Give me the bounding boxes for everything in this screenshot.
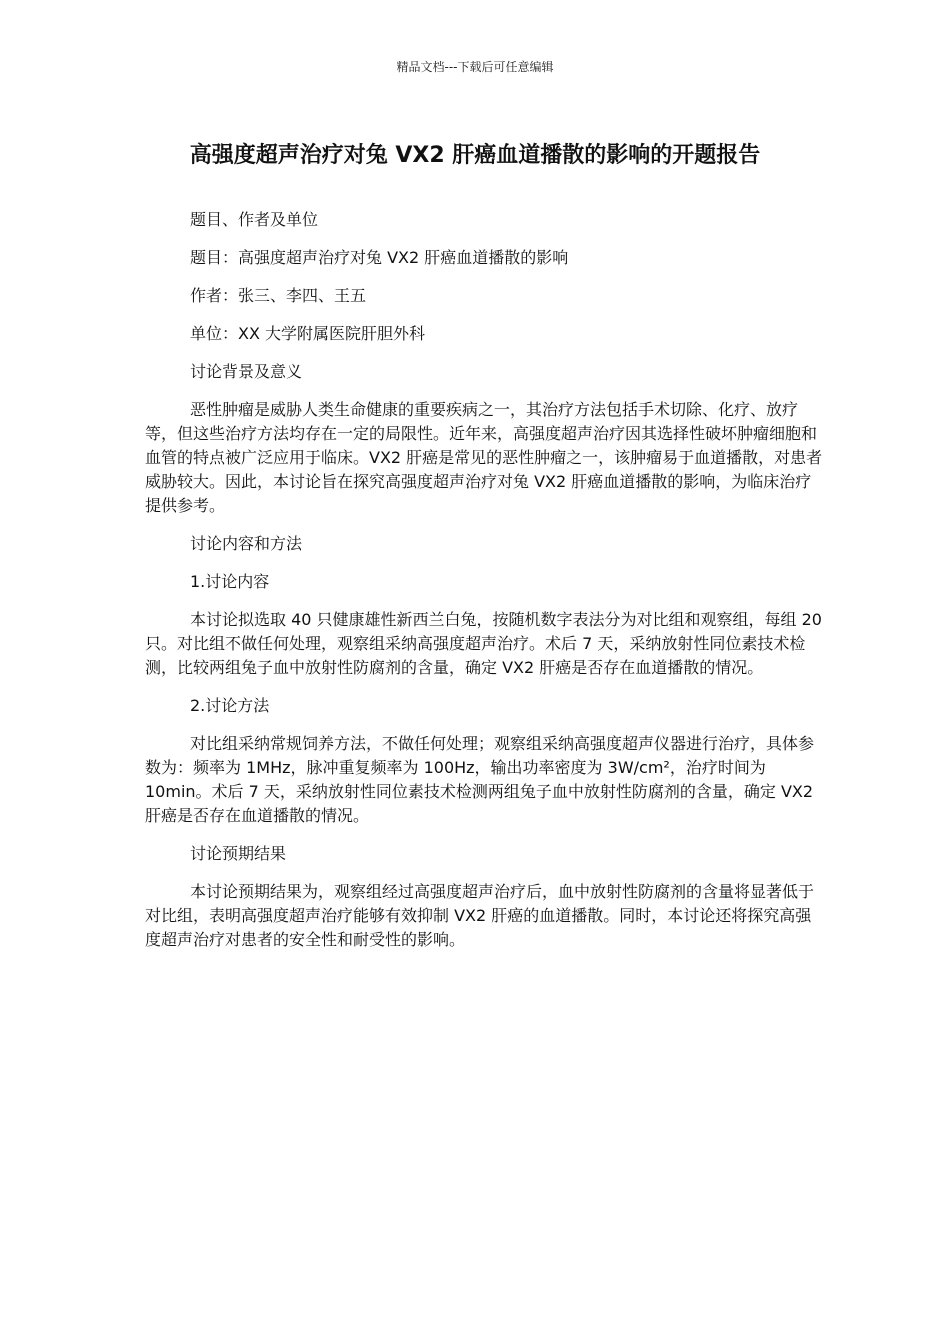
topic-line: 题目：高强度超声治疗对兔 VX2 肝癌血道播散的影响 xyxy=(190,248,569,267)
section-heading-background: 讨论背景及意义 xyxy=(190,362,303,381)
document-body xyxy=(145,208,825,966)
background-paragraph: 恶性肿瘤是威胁人类生命健康的重要疾病之一，其治疗方法包括手术切除、化疗、放疗等，但这些治疗方法均存在一定的局限性。近年来，高强度超声治疗因其选择性破坏肿瘤细胞和血管的特点被广泛应用于临床。VX2 肝癌是常见的恶性肿瘤之一，该肿瘤易于血道播散，对患者威胁较大。因此，本讨论旨在探究高强度超声治疗对兔 VX2 肝癌血道播散的影响，为临床治疗提供参考。 xyxy=(145,400,823,515)
authors-line: 作者：张三、李四、王五 xyxy=(190,286,367,305)
subheading-content: 1.讨论内容 xyxy=(190,572,270,591)
results-paragraph: 本讨论预期结果为，观察组经过高强度超声治疗后，血中放射性防腐剂的含量将显著低于对比组，表明高强度超声治疗能够有效抑制 VX2 肝癌的血道播散。同时，本讨论还将探究高强度超声治疗对患者的安全性和耐受性的影响。 xyxy=(145,882,815,949)
section-heading-results: 讨论预期结果 xyxy=(190,844,287,863)
header-note: 精品文档---下载后可任意编辑 xyxy=(396,60,554,74)
content-paragraph: 本讨论拟选取 40 只健康雄性新西兰白兔，按随机数字表法分为对比组和观察组，每组 20 只。对比组不做任何处理，观察组采纳高强度超声治疗。术后 7 天，采纳放射性同位素技术检测，比较两组兔子血中放射性防腐剂的含量，确定 VX2 肝癌是否存在血道播散的情况。 xyxy=(145,610,822,677)
document-title: 高强度超声治疗对兔 VX2 肝癌血道播散的影响的开题报告 xyxy=(189,143,761,168)
unit-line: 单位：XX 大学附属医院肝胆外科 xyxy=(190,324,426,343)
subheading-method: 2.讨论方法 xyxy=(190,696,270,715)
section-heading-methods: 讨论内容和方法 xyxy=(190,534,303,553)
section-heading-authors: 题目、作者及单位 xyxy=(190,210,319,229)
method-paragraph: 对比组采纳常规饲养方法，不做任何处理；观察组采纳高强度超声仪器进行治疗，具体参数为：频率为 1MHz，脉冲重复频率为 100Hz，输出功率密度为 3W/cm²，治疗时间为 10min。术后 7 天，采纳放射性同位素技术检测两组兔子血中放射性防腐剂的含量，确定 VX2 肝癌是否存在血道播散的情况。 xyxy=(145,734,815,825)
